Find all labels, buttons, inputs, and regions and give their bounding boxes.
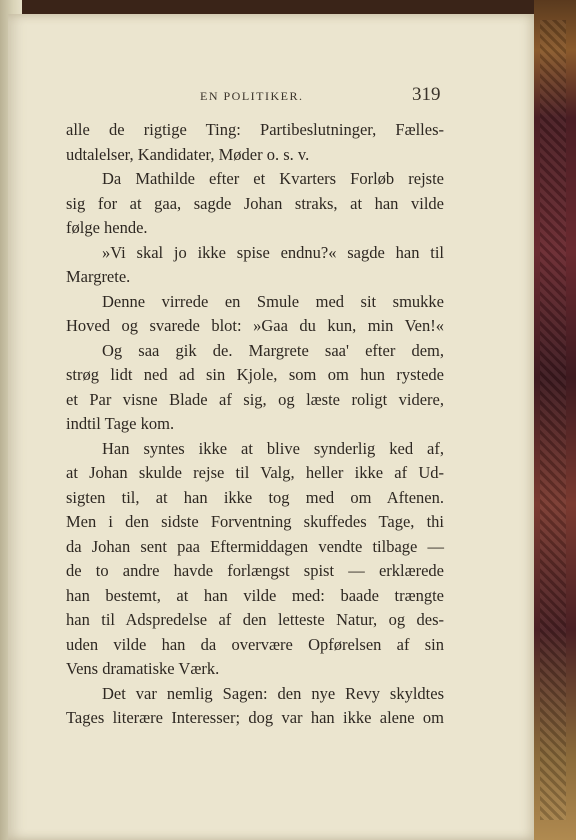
text-line: Margrete. (66, 267, 131, 286)
text-line: alle de rigtige Ting: Partibeslutninger, Fælles- (66, 120, 444, 139)
text-line: Vens dramatiske Værk. (66, 659, 220, 678)
text-line: Tages literære Interesser; dog var han ikke alene om (66, 708, 444, 727)
text-line: uden vilde han da overvære Opførelsen af sin (66, 634, 444, 654)
text-line: Denne virrede en Smule med sit smukke (102, 291, 444, 311)
text-line: Det var nemlig Sagen: den nye Revy skyldtes (102, 683, 444, 703)
text-line: sigten til, at han ikke tog med om Aftenen. (66, 487, 444, 507)
text-line: han til Adspredelse af den letteste Natur, og des- (66, 610, 444, 629)
text-line: følge hende. (66, 218, 148, 237)
page-number: 319 (412, 84, 441, 105)
text-line: Og saa gik de. Margrete saa' efter dem, (102, 340, 444, 360)
text-line: et Par visne Blade af sig, og læste roligt videre, (66, 389, 444, 409)
body-text (66, 118, 444, 731)
book-cover-edge (534, 0, 576, 840)
text-line: Hoved og svarede blot: »Gaa du kun, min Ven!« (66, 316, 444, 335)
text-line: da Johan sent paa Eftermiddagen vendte tilbage — (66, 536, 444, 556)
text-line: Han syntes ikke at blive synderlig ked af, (102, 438, 444, 458)
text-line: strøg lidt ned ad sin Kjole, som om hun rystede (66, 365, 444, 384)
text-line: han bestemt, at han vilde med: baade trængte (66, 585, 444, 605)
text-line: udtalelser, Kandidater, Møder o. s. v. (66, 144, 310, 164)
text-line: de to andre havde forlængst spist — erklærede (66, 561, 444, 580)
text-line: indtil Tage kom. (66, 414, 175, 433)
text-line: sig for at gaa, sagde Johan straks, at han vilde (66, 193, 444, 213)
text-line: at Johan skulde rejse til Valg, heller ikke af Ud- (66, 463, 444, 482)
text-line: Da Mathilde efter et Kvarters Forløb rejste (102, 169, 444, 188)
text-line: Men i den sidste Forventning skuffedes Tage, thi (66, 512, 444, 531)
running-head: EN POLITIKER. (200, 89, 304, 103)
text-line: »Vi skal jo ikke spise endnu?« sagde han til (102, 242, 444, 262)
